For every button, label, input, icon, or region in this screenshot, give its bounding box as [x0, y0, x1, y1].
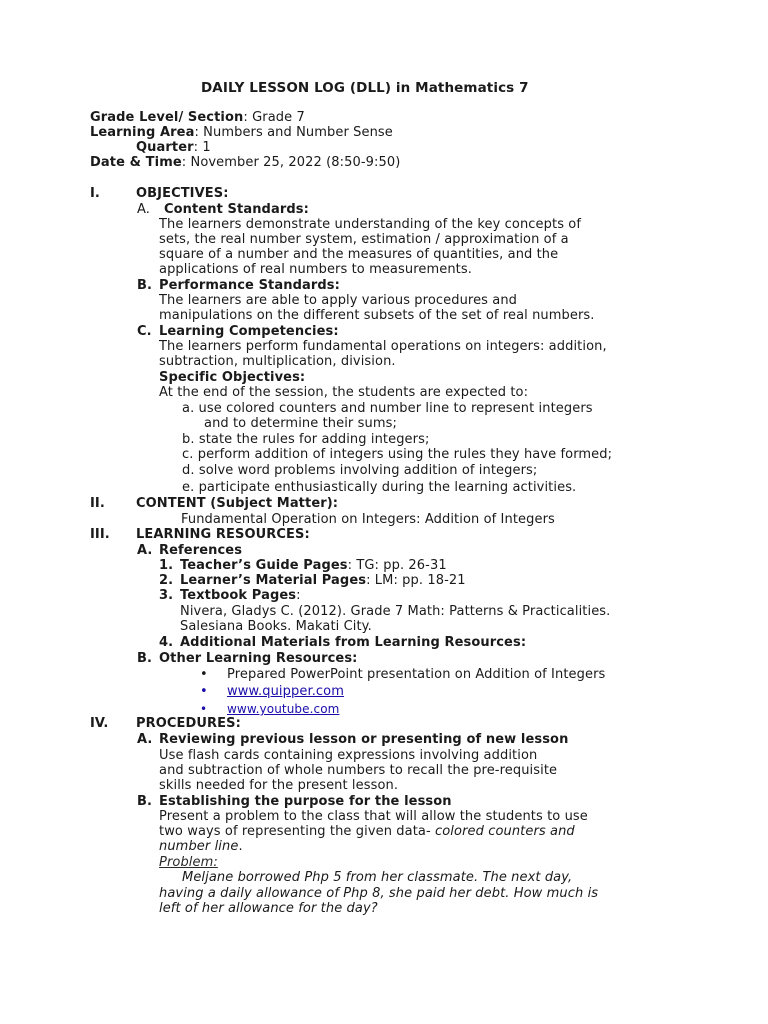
learning-competencies-text: subtraction, multiplication, division.: [159, 354, 396, 369]
learning-resources-heading: LEARNING RESOURCES:: [136, 527, 310, 542]
reference-number: 2.: [159, 573, 174, 588]
quipper-link[interactable]: • www.quipper.com: [227, 684, 344, 700]
specific-objectives-heading: Specific Objectives:: [159, 370, 306, 385]
problem-text: having a daily allowance of Php 8, she paid her debt. How much is: [159, 886, 599, 901]
procedure-b-italic-text: number line: [159, 839, 239, 854]
procedure-b-period: .: [238, 839, 243, 854]
procedure-a-text: and subtraction of whole numbers to recall the pre-requisite: [159, 763, 558, 778]
textbook-citation: Salesiana Books. Makati City.: [180, 619, 372, 634]
content-standards-text: sets, the real number system, estimation / approximation of a: [159, 232, 569, 247]
section-number-iii: III.: [90, 527, 110, 542]
quarter-value: : 1: [193, 140, 211, 155]
procedures-heading: PROCEDURES:: [136, 716, 241, 731]
grade-level-value: : Grade 7: [243, 110, 305, 125]
content-standards-text: square of a number and the measures of quantities, and the: [159, 247, 559, 262]
procedure-a-letter: A.: [137, 732, 153, 747]
specific-objective-item: d. solve word problems involving addition of integers;: [182, 463, 538, 478]
youtube-link[interactable]: • www.youtube.com: [227, 701, 339, 717]
textbook-citation: Nivera, Gladys C. (2012). Grade 7 Math: Patterns & Practicalities.: [180, 604, 611, 619]
content-standards-letter: A.: [137, 202, 150, 217]
objectives-heading: OBJECTIVES:: [136, 186, 229, 201]
references-heading: References: [159, 543, 243, 558]
date-time-value: : November 25, 2022 (8:50-9:50): [181, 155, 401, 170]
textbook-pages-value: :: [296, 588, 301, 603]
learning-area-line: [90, 125, 393, 141]
content-heading: CONTENT (Subject Matter):: [136, 496, 339, 511]
reference-number: 4.: [159, 635, 174, 650]
specific-objectives-intro: At the end of the session, the students are expected to:: [159, 385, 529, 400]
specific-objective-item: c. perform addition of integers using the rules they have formed;: [182, 447, 613, 462]
learners-material-value: : LM: pp. 18-21: [366, 573, 466, 588]
textbook-pages-line: [180, 588, 301, 604]
reference-number: 1.: [159, 558, 174, 573]
learners-material-line: [180, 573, 466, 589]
date-time-line: [90, 155, 400, 171]
quarter-label: Quarter: [136, 140, 194, 155]
problem-text: left of her allowance for the day?: [159, 901, 378, 916]
learning-area-value: : Numbers and Number Sense: [194, 125, 393, 140]
performance-standards-heading: Performance Standards:: [159, 278, 340, 293]
teachers-guide-value: : TG: pp. 26-31: [347, 558, 447, 573]
section-number-i: I.: [90, 186, 100, 201]
specific-objective-item: a. use colored counters and number line to represent integers: [182, 401, 593, 416]
procedure-b-heading: Establishing the purpose for the lesson: [159, 794, 452, 809]
procedure-b-text: two ways of representing the given data-: [159, 824, 431, 839]
references-letter: A.: [137, 543, 153, 558]
section-number-iv: IV.: [90, 716, 109, 731]
content-standards-text: applications of real numbers to measurements.: [159, 262, 472, 277]
resource-bullet-item: • Prepared PowerPoint presentation on Addition of Integers: [227, 667, 605, 683]
document-title: DAILY LESSON LOG (DLL) in Mathematics 7: [201, 80, 529, 96]
procedure-b-text-line2: [159, 824, 575, 840]
grade-level-line: [90, 110, 305, 126]
other-resources-letter: B.: [137, 651, 153, 666]
problem-label: Problem:: [159, 855, 218, 870]
subject-matter-text: Fundamental Operation on Integers: Addition of Integers: [181, 512, 555, 527]
teachers-guide-line: [180, 558, 447, 574]
learning-competencies-text: The learners perform fundamental operations on integers: addition,: [159, 339, 607, 354]
reference-number: 3.: [159, 588, 174, 603]
problem-text: Meljane borrowed Php 5 from her classmate. The next day,: [182, 870, 573, 885]
performance-standards-letter: B.: [137, 278, 153, 293]
date-time-label: Date & Time: [90, 155, 182, 170]
learning-competencies-letter: C.: [137, 324, 152, 339]
specific-objective-item: b. state the rules for adding integers;: [182, 432, 430, 447]
textbook-pages-label: Textbook Pages: [180, 588, 297, 603]
section-number-ii: II.: [90, 496, 105, 511]
performance-standards-text: manipulations on the different subsets of the set of real numbers.: [159, 308, 595, 323]
procedure-a-text: Use flash cards containing expressions involving addition: [159, 748, 538, 763]
quarter-line: [136, 140, 211, 156]
content-standards-text: The learners demonstrate understanding of the key concepts of: [159, 217, 582, 232]
learning-competencies-heading: Learning Competencies:: [159, 324, 339, 339]
procedure-b-text: Present a problem to the class that will allow the students to use: [159, 809, 588, 824]
procedure-b-letter: B.: [137, 794, 153, 809]
procedure-a-text: skills needed for the present lesson.: [159, 778, 399, 793]
other-resources-heading: Other Learning Resources:: [159, 651, 358, 666]
content-standards-heading: Content Standards:: [164, 202, 309, 217]
specific-objective-item: e. participate enthusiastically during the learning activities.: [182, 480, 577, 495]
procedure-b-text-line3: [159, 839, 243, 855]
performance-standards-text: The learners are able to apply various procedures and: [159, 293, 518, 308]
teachers-guide-label: Teacher’s Guide Pages: [180, 558, 348, 573]
grade-level-label: Grade Level/ Section: [90, 110, 244, 125]
procedure-b-italic-text: colored counters and: [430, 824, 575, 839]
learners-material-label: Learner’s Material Pages: [180, 573, 367, 588]
additional-materials-heading: Additional Materials from Learning Resources:: [180, 635, 527, 650]
procedure-a-heading: Reviewing previous lesson or presenting of new lesson: [159, 732, 569, 747]
learning-area-label: Learning Area: [90, 125, 195, 140]
specific-objective-item: and to determine their sums;: [204, 416, 397, 431]
